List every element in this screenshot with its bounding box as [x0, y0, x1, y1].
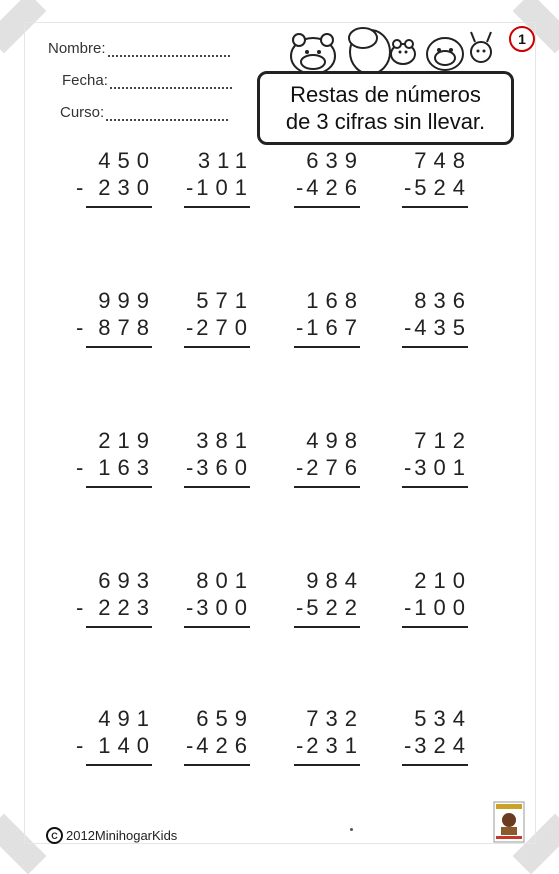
answer-line[interactable] [402, 206, 468, 208]
subtraction-problem [390, 288, 486, 358]
title-box [257, 71, 514, 145]
minuend: 381 [196, 428, 254, 453]
minus-sign: - [296, 595, 304, 620]
title-line-2: de 3 cifras sin llevar. [285, 109, 486, 134]
subtraction-problem [390, 706, 486, 776]
answer-line[interactable] [402, 346, 468, 348]
minuend: 450 [98, 148, 156, 173]
minus-sign: - [404, 733, 412, 758]
answer-line[interactable] [402, 486, 468, 488]
stray-dot [350, 828, 353, 831]
subtraction-problem [282, 148, 378, 218]
answer-line[interactable] [184, 486, 250, 488]
subtraction-problem [390, 428, 486, 498]
subtrahend: 100 [414, 595, 472, 620]
minuend: 571 [196, 288, 254, 313]
subtrahend: 522 [306, 595, 364, 620]
subtrahend: 301 [414, 455, 472, 480]
minus-sign: - [186, 175, 194, 200]
subtraction-problem [282, 568, 378, 638]
subtraction-problem [74, 568, 170, 638]
subtrahend: 101 [196, 175, 254, 200]
course-field[interactable] [60, 104, 228, 121]
subtrahend: 300 [196, 595, 254, 620]
subtrahend: 167 [306, 315, 364, 340]
subtrahend: 524 [414, 175, 472, 200]
minuend: 801 [196, 568, 254, 593]
minus-sign: - [404, 595, 412, 620]
subtrahend: 231 [306, 733, 364, 758]
minus-sign: - [186, 455, 194, 480]
minus-sign: - [296, 175, 304, 200]
subtraction-problem [74, 428, 170, 498]
subtraction-problem [172, 148, 268, 218]
answer-line[interactable] [86, 764, 152, 766]
copyright-icon: C [46, 827, 63, 844]
subtrahend: 140 [98, 733, 156, 758]
subtraction-problem [390, 568, 486, 638]
title-line-1: Restas de números [290, 82, 481, 107]
credit-text: 2012MinihogarKids [66, 828, 178, 843]
subtrahend: 223 [98, 595, 156, 620]
answer-line[interactable] [294, 346, 360, 348]
answer-line[interactable] [294, 626, 360, 628]
answer-line[interactable] [86, 346, 152, 348]
subtrahend: 163 [98, 455, 156, 480]
answer-line[interactable] [86, 206, 152, 208]
subtraction-problem [172, 288, 268, 358]
minuend: 168 [306, 288, 364, 313]
subtraction-problem [172, 706, 268, 776]
subtrahend: 435 [414, 315, 472, 340]
minus-sign: - [296, 733, 304, 758]
minuend: 498 [306, 428, 364, 453]
subtrahend: 878 [98, 315, 156, 340]
subtraction-problem [172, 568, 268, 638]
answer-line[interactable] [294, 764, 360, 766]
minus-sign: - [296, 315, 304, 340]
minus-sign: - [296, 455, 304, 480]
subtrahend: 324 [414, 733, 472, 758]
minus-sign: - [186, 595, 194, 620]
minuend: 491 [98, 706, 156, 731]
minuend: 219 [98, 428, 156, 453]
subtraction-problem [390, 148, 486, 218]
minus-sign: - [76, 733, 84, 758]
minus-sign: - [76, 455, 84, 480]
page-number-badge: 1 [509, 26, 535, 52]
answer-line[interactable] [402, 764, 468, 766]
answer-line[interactable] [86, 626, 152, 628]
minus-sign: - [186, 733, 194, 758]
subtrahend: 230 [98, 175, 156, 200]
footer-credit [46, 827, 177, 844]
minus-sign: - [404, 315, 412, 340]
minuend: 693 [98, 568, 156, 593]
minuend: 748 [414, 148, 472, 173]
subtraction-problem [74, 288, 170, 358]
minuend: 210 [414, 568, 472, 593]
minus-sign: - [404, 175, 412, 200]
answer-line[interactable] [294, 206, 360, 208]
subtrahend: 270 [196, 315, 254, 340]
minihogar-logo-icon [492, 800, 526, 844]
subtraction-problem [172, 428, 268, 498]
minus-sign: - [76, 595, 84, 620]
subtraction-problem [282, 428, 378, 498]
minuend: 984 [306, 568, 364, 593]
minuend: 311 [197, 148, 254, 173]
subtraction-problem [74, 148, 170, 218]
course-blank[interactable] [106, 105, 228, 121]
minus-sign: - [404, 455, 412, 480]
date-blank[interactable] [110, 73, 232, 89]
name-label: Nombre: [48, 40, 106, 57]
subtrahend: 426 [196, 733, 254, 758]
subtrahend: 276 [306, 455, 364, 480]
subtrahend: 360 [196, 455, 254, 480]
minus-sign: - [76, 315, 84, 340]
name-field[interactable] [48, 40, 230, 57]
answer-line[interactable] [86, 486, 152, 488]
answer-line[interactable] [184, 346, 250, 348]
name-blank[interactable] [108, 41, 230, 57]
subtrahend: 426 [306, 175, 364, 200]
cartoon-animals-illustration [285, 18, 500, 78]
course-label: Curso: [60, 104, 105, 121]
minuend: 659 [196, 706, 254, 731]
minuend: 712 [414, 428, 472, 453]
minus-sign: - [186, 315, 194, 340]
minus-sign: - [76, 175, 84, 200]
subtraction-problem [282, 706, 378, 776]
minuend: 639 [306, 148, 364, 173]
minuend: 999 [98, 288, 156, 313]
subtraction-problem [74, 706, 170, 776]
answer-line[interactable] [184, 626, 250, 628]
minuend: 732 [306, 706, 364, 731]
date-field[interactable] [62, 72, 232, 89]
minuend: 534 [414, 706, 472, 731]
subtraction-problem [282, 288, 378, 358]
answer-line[interactable] [294, 486, 360, 488]
answer-line[interactable] [184, 764, 250, 766]
minuend: 836 [414, 288, 472, 313]
answer-line[interactable] [402, 626, 468, 628]
answer-line[interactable] [184, 206, 250, 208]
date-label: Fecha: [62, 72, 108, 89]
